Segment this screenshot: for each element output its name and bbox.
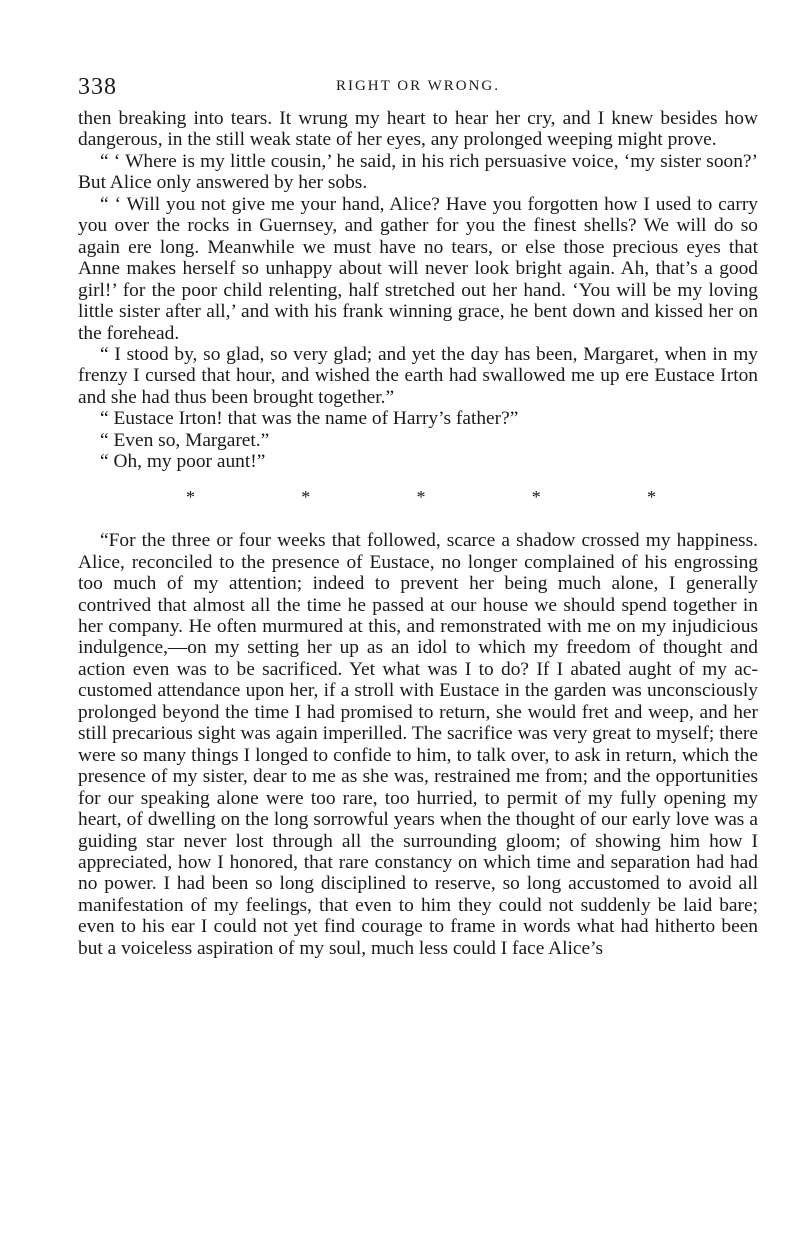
asterisk: * [301,486,311,507]
paragraph: “ ‘ Will you not give me your hand, Alice? Have you forgotten how I used to carry you over the rocks in Guernsey, and gather for you the finest shells? We will do so again ere long. Meanwhile we must have no tears, or else those precious eyes that Anne makes herself so unhappy about will never look bright again. Ah, that’s a good girl!’ for the poor child relenting, half stretched out her hand. ‘You will be my loving little sister after all,’ and with his frank winning grace, he bent down and kissed her on the forehead. [78,193,758,344]
asterisk: * [186,486,195,507]
page-number: 338 [78,74,117,100]
asterisk: * [416,486,426,507]
paragraph: “ I stood by, so glad, so very glad; and yet the day has been, Margaret, when in my frenzy I cursed that hour, and wished the earth had swallowed me up ere Eustace Irton and she had thus been brought together.” [78,343,758,408]
section-break [78,487,758,508]
paragraph: then breaking into tears. It wrung my heart to hear her cry, and I knew besides how dangerous, in the still weak state of her eyes, any prolonged weeping might prove. [78,108,758,151]
asterisk: * [531,486,541,507]
paragraph: “For the three or four weeks that followed, scarce a shadow crossed my happiness. Alice, reconciled to the presence of Eustace, no longer complained of his engrossing too much of my attention; indeed to prevent her being much alone, I generally contrived that almost all the time he passed at our house we should spend together in her company. He often murmured at this, and remonstrated with me on my injudicious indulgence,—on my setting her up as an idol to which my freedom of thought and action even was to be sacrificed. Yet what was I to do? If I abated aught of my accustomed attendance upon her, if a stroll with Eustace in the garden was unconsciously prolonged beyond the time I had promised to return, she would fret and weep, and her still precarious sight was again imperilled. The sacrifice was very great to myself; there were so many things I longed to confide to him, to talk over, to ask in return, which the presence of my sister, dear to me as she was, restrained me from; and the opportunities for our speaking alone were too rare, too hurried, to permit of my fully opening my heart, of dwelling on the long sorrowful years when the thought of our early love was a guiding star never lost through all the surrounding gloom; of showing him how I appreciated, how I honored, that rare constancy on which time and separation had had no power. I had been so long disciplined to reserve, so long accustomed to avoid all manifestation of my feelings, that even to him they could not suddenly be laid bare; even to his ear I could not yet find courage to frame in words what had hitherto been but a voiceless aspiration of my soul, much less could I face Alice’s [78,530,758,959]
body-text [78,108,758,959]
running-title: RIGHT OR WRONG. [335,78,501,94]
paragraph: “ Oh, my poor aunt!” [100,451,266,473]
asterisk: * [647,486,656,507]
paragraph: “ Eustace Irton! that was the name of Harry’s father?” [100,408,519,430]
book-page [78,74,758,959]
paragraph: “ Even so, Margaret.” [100,429,270,451]
paragraph: “ ‘ Where is my little cousin,’ he said, in his rich persuasive voice, ‘my sister soon?’ But Alice only answered by her sobs. [78,150,758,194]
page-header [78,74,758,108]
